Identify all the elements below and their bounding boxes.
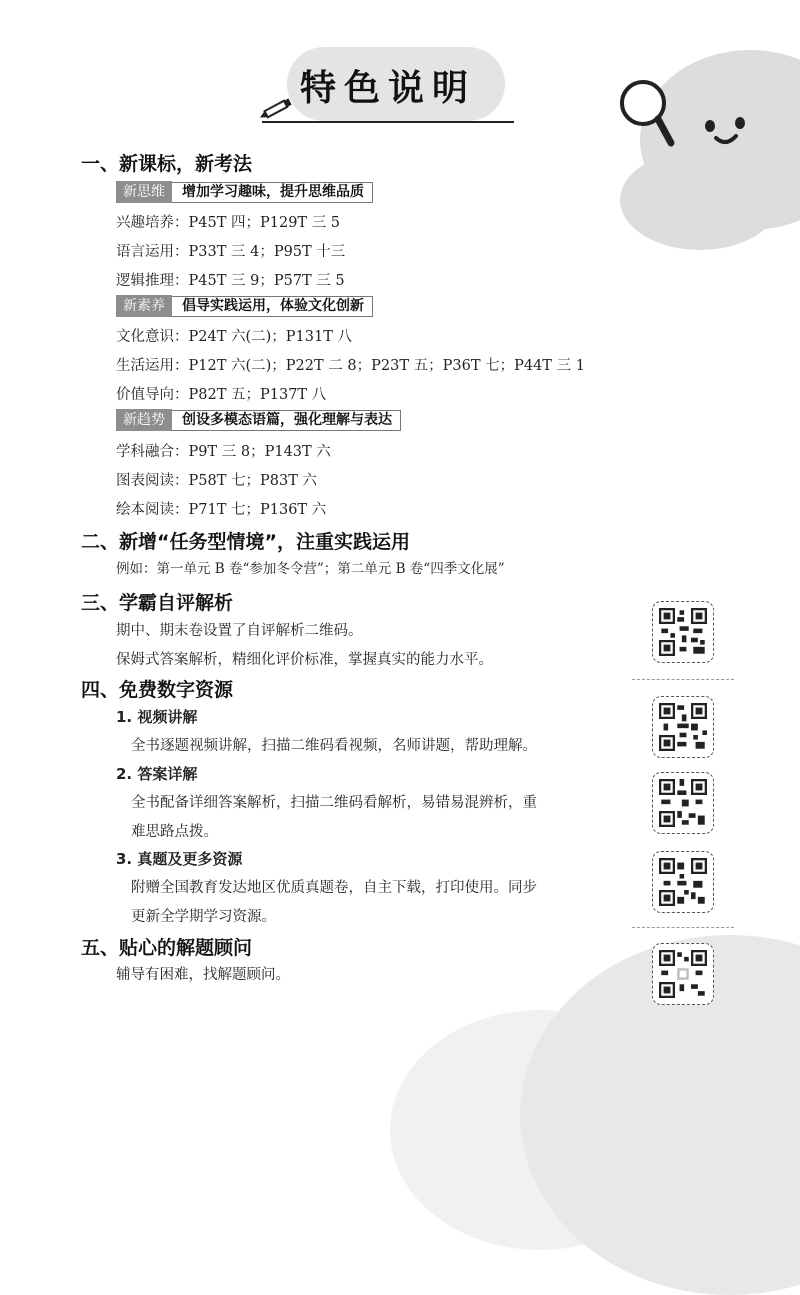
text-line: 全书逐题视频讲解，扫描二维码看视频，名师讲题，帮助理解。 [131,738,537,754]
text-line: 语言运用：P33T 三 4；P95T 十三 [116,244,346,260]
qr-code-video[interactable] [652,696,714,758]
tag-label: 新趋势 [116,409,172,431]
mascot-face-icon [600,70,760,170]
section-title: 四、免费数字资源 [81,679,234,701]
qr-code-tutor[interactable] [652,943,714,1005]
qr-code-icon [659,779,707,827]
subsection-title: 1. 视频讲解 [116,708,198,726]
text-line: 绘本阅读：P71T 七；P136T 六 [116,502,327,518]
text-line: 图表阅读：P58T 七；P83T 六 [116,473,317,489]
text-line: 例如：第一单元 B 卷“参加冬令营”；第二单元 B 卷“四季文化展” [116,561,505,577]
subsection-title: 2. 答案详解 [116,765,198,783]
qr-code-icon [659,950,707,998]
qr-code-icon [659,703,707,751]
text-line: 难思路点拨。 [131,824,218,840]
text-line: 全书配备详细答案解析，扫描二维码看解析，易错易混辨析，重 [131,795,537,811]
tag-label: 新素养 [116,295,172,317]
feature-tag [116,409,401,431]
page-title: 特色说明 [300,68,477,109]
qr-code-icon [659,608,707,656]
section-title: 五、贴心的解题顾问 [81,937,253,959]
feature-tag [116,181,373,203]
divider [632,927,734,928]
qr-code-self-evaluation[interactable] [652,601,714,663]
text-line: 生活运用：P12T 六(二)；P22T 二 8；P23T 五；P36T 七；P44T 三 1 [116,358,585,374]
text-line: 更新全学期学习资源。 [131,909,276,925]
section-title: 一、新课标，新考法 [81,153,253,175]
tag-description: 创设多模态语篇，强化理解与表达 [172,410,401,431]
text-line: 文化意识：P24T 六(二)；P131T 八 [116,329,353,345]
divider [632,679,734,680]
text-line: 附赠全国教育发达地区优质真题卷，自主下载，打印使用。同步 [131,880,537,896]
text-line: 价值导向：P82T 五；P137T 八 [116,387,327,403]
tag-label: 新思维 [116,181,172,203]
text-line: 期中、期末卷设置了自评解析二维码。 [116,623,363,639]
text-line: 兴趣培养：P45T 四；P129T 三 5 [116,215,341,231]
qr-code-resources[interactable] [652,851,714,913]
qr-code-answers[interactable] [652,772,714,834]
feature-tag [116,295,373,317]
text-line: 学科融合：P9T 三 8；P143T 六 [116,444,331,460]
title-underline [262,121,514,123]
tag-description: 增加学习趣味，提升思维品质 [172,182,373,203]
text-line: 保姆式答案解析，精细化评价标准，掌握真实的能力水平。 [116,652,493,668]
tag-description: 倡导实践运用，体验文化创新 [172,296,373,317]
text-line: 逻辑推理：P45T 三 9；P57T 三 5 [116,273,345,289]
qr-code-icon [659,858,707,906]
subsection-title: 3. 真题及更多资源 [116,850,243,868]
section-title: 三、学霸自评解析 [81,592,234,614]
text-line: 辅导有困难，找解题顾问。 [116,967,290,983]
section-title: 二、新增“任务型情境”，注重实践运用 [81,531,410,553]
pencil-icon [257,94,297,124]
